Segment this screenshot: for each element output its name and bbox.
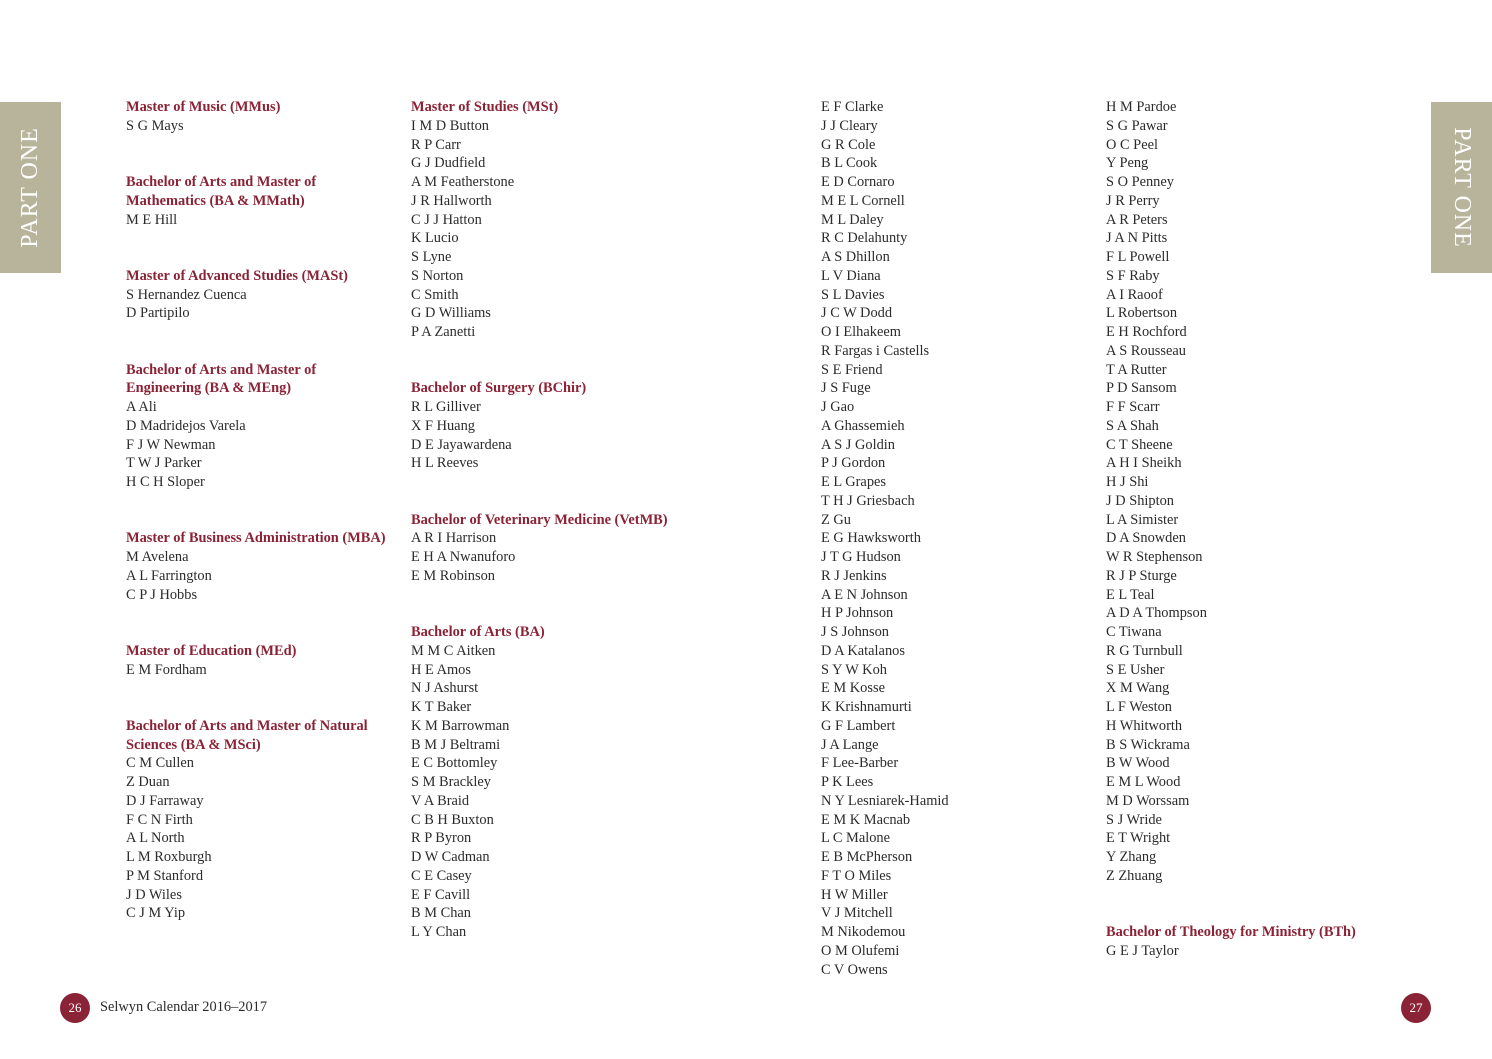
graduate-name: B S Wickrama xyxy=(1106,736,1190,753)
graduate-name: R J P Sturge xyxy=(1106,567,1177,584)
graduate-name: J D Wiles xyxy=(126,886,182,903)
graduate-name: Y Zhang xyxy=(1106,849,1157,865)
graduate-name: D A Snowden xyxy=(1106,530,1186,547)
graduate-name: Z Gu xyxy=(821,511,851,528)
graduate-name: J A N Pitts xyxy=(1106,230,1168,247)
graduate-name: H Whitworth xyxy=(1106,717,1183,734)
graduate-name: R Fargas i Castells xyxy=(821,342,930,359)
graduate-name: M Nikodemou xyxy=(821,924,906,940)
graduate-name: G D Williams xyxy=(411,305,491,322)
graduate-name: E F Cavill xyxy=(411,886,471,903)
graduate-name: F L Powell xyxy=(1106,249,1170,265)
graduate-name: S Hernandez Cuenca xyxy=(126,286,247,303)
degree-heading: Bachelor of Arts and Master of Natural Sciences (BA & MSci) xyxy=(126,717,368,753)
graduate-name: S G Mays xyxy=(126,117,184,134)
graduate-name: R P Byron xyxy=(411,830,472,847)
graduate-name: C Tiwana xyxy=(1106,624,1162,640)
graduate-name: R J Jenkins xyxy=(821,567,887,584)
graduate-name: E T Wright xyxy=(1106,830,1171,847)
graduate-name: S A Shah xyxy=(1106,417,1159,434)
graduate-name: A I Raoof xyxy=(1106,286,1163,303)
degree-section xyxy=(1106,98,1406,886)
graduate-name: Y Peng xyxy=(1106,155,1149,172)
graduate-name: P K Lees xyxy=(821,774,874,790)
graduate-name: J S Johnson xyxy=(821,624,889,640)
degree-heading: Bachelor of Veterinary Medicine (VetMB) xyxy=(411,511,668,528)
graduate-name: K Krishnamurti xyxy=(821,699,912,715)
graduate-name: M E L Cornell xyxy=(821,192,905,209)
degree-heading: Master of Music (MMus) xyxy=(126,99,281,115)
graduate-name: N Y Lesniarek-Hamid xyxy=(821,792,949,809)
graduate-name: J S Fuge xyxy=(821,380,871,397)
degree-heading: Master of Advanced Studies (MASt) xyxy=(126,267,348,284)
degree-section xyxy=(126,361,388,492)
graduate-name: D E Jayawardena xyxy=(411,436,512,453)
graduate-name: D W Cadman xyxy=(411,849,490,865)
publication-title: Selwyn Calendar 2016–2017 xyxy=(100,999,268,1015)
degree-section xyxy=(126,267,388,323)
graduate-name: P D Sansom xyxy=(1106,380,1177,397)
graduate-name: L Robertson xyxy=(1106,305,1178,322)
degree-section xyxy=(126,642,388,680)
graduate-name: W R Stephenson xyxy=(1106,549,1203,565)
page-number-right: 27 xyxy=(1401,993,1431,1023)
graduate-name: H P Johnson xyxy=(821,605,894,622)
graduate-name: L V Diana xyxy=(821,267,881,284)
column-1 xyxy=(126,98,388,961)
graduate-name: B W Wood xyxy=(1106,755,1170,772)
graduate-name: J T G Hudson xyxy=(821,549,901,565)
graduate-name: S Norton xyxy=(411,267,464,284)
graduate-name: M Avelena xyxy=(126,549,189,565)
degree-section xyxy=(126,717,388,923)
graduate-name: R G Turnbull xyxy=(1106,642,1183,659)
graduate-name: J C W Dodd xyxy=(821,305,893,322)
graduate-name: T H J Griesbach xyxy=(821,492,915,509)
graduate-name: S O Penney xyxy=(1106,174,1174,190)
graduate-name: R L Gilliver xyxy=(411,399,481,415)
graduate-name: S E Friend xyxy=(821,361,883,378)
graduate-name: T A Rutter xyxy=(1106,361,1167,378)
graduate-name: E B McPherson xyxy=(821,849,913,865)
graduate-name: E M Kosse xyxy=(821,680,885,697)
graduate-name: L M Roxburgh xyxy=(126,849,212,865)
column-3 xyxy=(821,98,1083,1017)
graduate-name: F J W Newman xyxy=(126,436,216,453)
graduate-name: S Lyne xyxy=(411,249,452,265)
graduate-name: M E Hill xyxy=(126,211,178,228)
degree-heading: Bachelor of Arts and Master of Mathematics (BA & MMath) xyxy=(126,174,317,209)
graduate-name: H E Amos xyxy=(411,661,471,678)
graduate-name: M D Worssam xyxy=(1106,792,1190,809)
graduate-name: J J Cleary xyxy=(821,117,878,134)
degree-heading: Bachelor of Arts and Master of Engineering (BA & MEng) xyxy=(126,361,317,397)
degree-heading: Bachelor of Surgery (BChir) xyxy=(411,380,587,397)
degree-heading: Master of Education (MEd) xyxy=(126,642,297,659)
graduate-name: G R Cole xyxy=(821,136,876,153)
graduate-name: A L Farrington xyxy=(126,567,212,584)
graduate-name: P M Stanford xyxy=(126,867,204,884)
graduate-name: D J Farraway xyxy=(126,792,204,809)
graduate-name: A S Rousseau xyxy=(1106,342,1186,359)
graduate-name: B M J Beltrami xyxy=(411,736,501,753)
degree-section xyxy=(126,98,388,136)
degree-section xyxy=(1106,923,1406,961)
graduate-name: S L Davies xyxy=(821,286,885,303)
graduate-name: B M Chan xyxy=(411,905,471,922)
degree-heading: Bachelor of Arts (BA) xyxy=(411,624,545,640)
graduate-name: A M Featherstone xyxy=(411,174,515,190)
graduate-name: K M Barrowman xyxy=(411,717,510,734)
graduate-name: G E J Taylor xyxy=(1106,942,1179,959)
page-number-left: 26 xyxy=(60,993,90,1023)
graduate-name: X F Huang xyxy=(411,417,475,434)
graduate-name: F T O Miles xyxy=(821,867,892,884)
part-tab-right xyxy=(1431,102,1492,273)
graduate-name: H L Reeves xyxy=(411,455,479,472)
graduate-name: C J J Hatton xyxy=(411,211,482,228)
part-tab-right-label: PART ONE xyxy=(1449,127,1475,248)
graduate-name: F F Scarr xyxy=(1106,399,1160,415)
graduate-name: E H Rochford xyxy=(1106,324,1187,340)
graduate-name: R C Delahunty xyxy=(821,230,908,247)
graduate-name: E M L Wood xyxy=(1106,774,1181,790)
graduate-name: A Ghassemieh xyxy=(821,417,905,434)
graduate-name: H W Miller xyxy=(821,886,888,903)
graduate-name: L C Malone xyxy=(821,830,891,847)
graduate-name: O M Olufemi xyxy=(821,942,900,959)
graduate-name: S F Raby xyxy=(1106,267,1160,284)
graduate-name: J A Lange xyxy=(821,736,879,753)
degree-heading: Master of Studies (MSt) xyxy=(411,99,559,115)
graduate-name: J R Hallworth xyxy=(411,192,492,209)
graduate-name: S E Usher xyxy=(1106,661,1165,678)
graduate-name: J D Shipton xyxy=(1106,492,1174,509)
graduate-name: M L Daley xyxy=(821,211,884,228)
graduate-name: D A Katalanos xyxy=(821,642,905,659)
graduate-name: Z Duan xyxy=(126,774,170,790)
degree-section xyxy=(411,379,673,473)
degree-heading: Bachelor of Theology for Ministry (BTh) xyxy=(1106,924,1356,940)
graduate-name: A H I Sheikh xyxy=(1106,455,1182,472)
graduate-name: P A Zanetti xyxy=(411,324,476,340)
graduate-name: C E Casey xyxy=(411,867,472,884)
graduate-name: E M Robinson xyxy=(411,567,495,584)
graduate-name: E L Teal xyxy=(1106,586,1155,603)
graduate-name: O C Peel xyxy=(1106,136,1158,153)
graduate-name: T W J Parker xyxy=(126,455,202,472)
graduate-name: S J Wride xyxy=(1106,811,1162,828)
degree-heading: Master of Business Administration (MBA) xyxy=(126,530,386,547)
graduate-name: E D Cornaro xyxy=(821,174,895,190)
graduate-name: S G Pawar xyxy=(1106,117,1168,134)
degree-section xyxy=(821,98,1083,979)
graduate-name: Z Zhuang xyxy=(1106,867,1163,884)
graduate-name: J R Perry xyxy=(1106,192,1160,209)
graduate-name: E M Fordham xyxy=(126,661,207,678)
graduate-name: L F Weston xyxy=(1106,699,1173,715)
graduate-name: D Partipilo xyxy=(126,305,190,322)
part-tab-left-label: PART ONE xyxy=(17,127,43,248)
graduate-name: E M K Macnab xyxy=(821,811,911,828)
graduate-name: C T Sheene xyxy=(1106,436,1173,453)
graduate-name: A L North xyxy=(126,830,185,847)
degree-section xyxy=(411,511,673,586)
graduate-name: J Gao xyxy=(821,399,855,415)
graduate-name: P J Gordon xyxy=(821,455,886,472)
degree-section xyxy=(126,529,388,604)
graduate-name: E H A Nwanuforo xyxy=(411,549,516,565)
graduate-name: F C N Firth xyxy=(126,811,193,828)
graduate-name: R P Carr xyxy=(411,136,461,153)
graduate-name: L Y Chan xyxy=(411,924,467,940)
graduate-name: A S Dhillon xyxy=(821,249,890,265)
degree-section xyxy=(126,173,388,229)
graduate-name: A R Peters xyxy=(1106,211,1168,228)
graduate-name: F Lee-Barber xyxy=(821,755,899,772)
graduate-name: H J Shi xyxy=(1106,474,1149,490)
graduate-name: S Y W Koh xyxy=(821,661,887,678)
graduate-name: B L Cook xyxy=(821,155,878,172)
graduate-name: G J Dudfield xyxy=(411,155,486,172)
graduate-name: D Madridejos Varela xyxy=(126,417,246,434)
degree-section xyxy=(411,623,673,942)
graduate-name: C P J Hobbs xyxy=(126,586,198,603)
graduate-name: S M Brackley xyxy=(411,774,491,790)
graduate-name: G F Lambert xyxy=(821,717,896,734)
graduate-name: C V Owens xyxy=(821,961,888,978)
graduate-name: L A Simister xyxy=(1106,511,1179,528)
graduate-name: C M Cullen xyxy=(126,755,194,772)
graduate-name: E L Grapes xyxy=(821,474,886,490)
graduate-name: A R I Harrison xyxy=(411,530,497,547)
graduate-name: A Ali xyxy=(126,399,157,415)
graduate-name: M M C Aitken xyxy=(411,642,496,659)
graduate-name: H C H Sloper xyxy=(126,474,205,490)
graduate-name: C J M Yip xyxy=(126,905,186,922)
graduate-name: K T Baker xyxy=(411,699,472,715)
column-2 xyxy=(411,98,673,979)
graduate-name: A S J Goldin xyxy=(821,436,895,453)
part-tab-left xyxy=(0,102,61,273)
graduate-name: E C Bottomley xyxy=(411,755,498,772)
graduate-name: O I Elhakeem xyxy=(821,324,901,340)
graduate-name: V J Mitchell xyxy=(821,905,893,922)
graduate-name: C Smith xyxy=(411,286,459,303)
graduate-name: H M Pardoe xyxy=(1106,99,1177,115)
graduate-name: C B H Buxton xyxy=(411,811,494,828)
graduate-name: A E N Johnson xyxy=(821,586,908,603)
degree-section xyxy=(411,98,673,342)
graduate-name: V A Braid xyxy=(411,792,470,809)
graduate-name: A D A Thompson xyxy=(1106,605,1207,622)
graduate-name: I M D Button xyxy=(411,117,489,134)
graduate-name: K Lucio xyxy=(411,230,459,247)
column-4 xyxy=(1106,98,1406,998)
graduate-name: N J Ashurst xyxy=(411,680,479,697)
graduate-name: X M Wang xyxy=(1106,680,1170,697)
graduate-name: E F Clarke xyxy=(821,99,884,115)
graduate-name: E G Hawksworth xyxy=(821,530,921,547)
